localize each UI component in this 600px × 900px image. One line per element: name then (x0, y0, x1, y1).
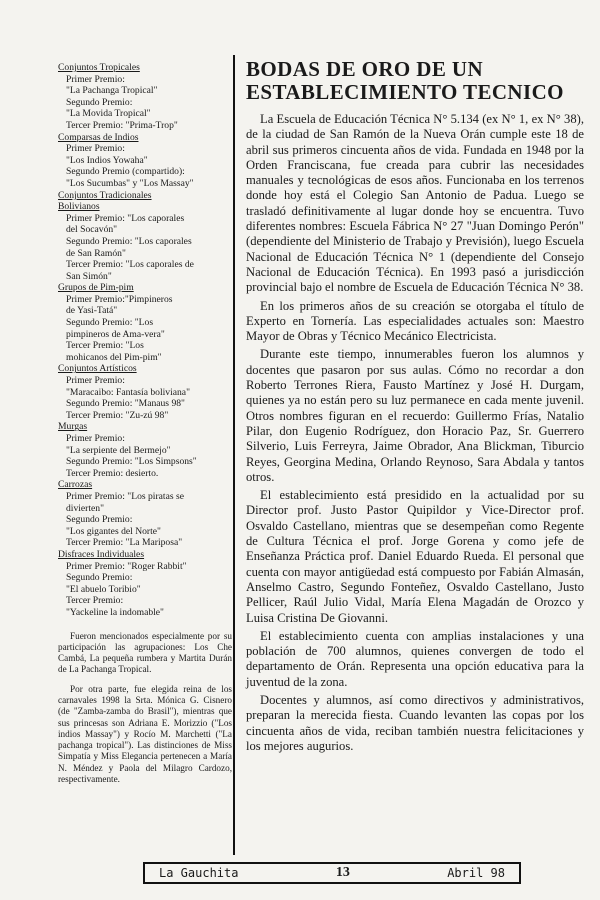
prize-line: "Los Indios Yowaha" (66, 154, 148, 166)
prize-line: "Los gigantes del Norte" (66, 525, 161, 537)
prize-line: divierten" (66, 502, 105, 514)
prize-line: Segundo Premio: "Los (66, 317, 154, 329)
publication-name: La Gauchita (159, 866, 239, 880)
category-heading: Conjuntos Artísticos (58, 363, 137, 375)
prize-line: Tercer Premio: "La Mariposa" (66, 537, 183, 549)
prize-line: Primer Premio: (66, 433, 125, 444)
prize-line: Primer Premio: (66, 375, 125, 387)
prize-line: Tercer Premio: (66, 595, 124, 607)
category-heading: Murgas (58, 421, 88, 433)
title-line-1: BODAS DE ORO DE UN (246, 57, 484, 81)
sidebar-paragraph-mentions: Fueron mencionados especialmente por su participación las agrupaciones: Los Che Cambá, La pequeña rumbera y Martita Durán de La Pachanga Tropical. (58, 630, 232, 675)
article-paragraph: En los primeros años de su creación se otorgaba el título de Experto en Tornería. Las especialidades actuales son: Maestro Mayor de Obras y Técnico Mecánico Electricista. (246, 298, 584, 344)
column-divider (233, 55, 235, 855)
article-paragraph: El establecimiento está presidido en la actualidad por su Director prof. Justo Pastor Quipildor y Vice-Director prof. Osvaldo Castellano, mientras que se desempeñan como Regente de Cultura Técnica el prof. Jorge Gorena y como jefe de Enseñanza Práctica prof. Daniel Eduardo Rueda. El personal que cuenta con mayor antigüedad está compuesto por Fabián Almasán, Anselmo Castro, Segundo Fonteñez, Osvaldo Castellano, Justo Pellicer, Raúl Julio Vidal, María Elena Magadán de Orozco y Luisa Cristina De Giovanni. (246, 488, 584, 625)
prize-line: Segundo Premio: (66, 514, 133, 526)
prize-line: "La Pachanga Tropical" (66, 85, 158, 97)
category-heading: Disfraces Individuales (58, 548, 145, 560)
page-footer (143, 862, 521, 884)
category-heading: Conjuntos Tradicionales (58, 189, 152, 201)
prize-line: Segundo Premio: "Manaus 98" (66, 398, 185, 410)
sidebar-column (58, 62, 232, 785)
sidebar-paragraph-queen: Por otra parte, fue elegida reina de los carnavales 1998 la Srta. Mónica G. Cisnero (de "Zamba-zamba do Brasil"), mientras que sus princesas son Adriana E. Morizzio ("Los indios Massay") y Rocío M. Marchetti ("La pachanga tropical"). Las distinciones de Miss Simpatía y Miss Elegancia pertenecen a María N. Méndez y Paola del Milagro Cardozo, respectivamente. (58, 683, 232, 785)
prize-line: pimpineros de Ama-vera" (66, 328, 165, 340)
page-number: 13 (335, 865, 350, 880)
article-body (246, 112, 584, 754)
category-heading: Carrozas (58, 479, 93, 491)
article-paragraph: El establecimiento cuenta con amplias instalaciones y una población de 700 alumnos, quienes convergen de todo el departamento de Orán. Representa una opción educativa para la juventud de la zona. (246, 628, 584, 689)
prize-line: Primer Premio: "Los piratas se (66, 490, 184, 502)
prize-line: "La serpiente del Bermejo" (66, 444, 171, 456)
prize-line: "Yackeline la indomable" (66, 606, 164, 618)
prize-line: Primer Premio: (66, 143, 125, 155)
prize-line: "Los Sucumbas" y "Los Massay" (66, 177, 194, 189)
prize-line: Primer Premio: "Los caporales (66, 212, 185, 224)
prize-line: Segundo Premio: (66, 572, 133, 584)
prize-line: Tercer Premio: "Zu-zú 98" (66, 409, 169, 421)
prize-line: mohicanos del Pim-pim" (66, 351, 162, 363)
prize-line: Tercer Premio: "Los (66, 340, 144, 352)
article-paragraph: Docentes y alumnos, así como directivos y administrativos, preparan la merecida fiesta. Cuando levanten las copas por los cincuenta años de vida, reciban también nuestra felicitaciones y los mejores augurios. (246, 692, 584, 753)
article-paragraph: La Escuela de Educación Técnica N° 5.134 (ex N° 1, ex N° 38), de la ciudad de San Ramón de la Nueva Orán cumple este 18 de abril sus primeros cincuenta años de vida. Fundada en 1948 por la Orden Franciscana, fue creada para cubrir las necesidades manuales y tecnológicas de esos años. Funcionaba en los terrenos donde hoy está el Colegio San Antonio de Padua. Luego se trasladó definitivamente al lugar donde hoy se encuentra. Tuvo diferentes nombres: Escuela Fábrica N° 27 "Juan Domingo Perón" (dependiente del Ministerio de Trabajo y Previsión), luego Escuela Nacional de Educación Técnica N° 1 (dependiente del Consejo Nacional de Educación Técnica). En 1993 pasó a jurisdicción provincial bajo el nombre de Escuela de Educación Técnica N° 38. (246, 112, 584, 295)
prize-line: Segundo Premio: (66, 96, 133, 108)
prize-list (58, 62, 232, 619)
prize-line: Segundo Premio (compartido): (66, 166, 185, 178)
prize-line: "La Movida Tropical" (66, 108, 151, 120)
title-line-2: ESTABLECIMIENTO TECNICO (246, 80, 564, 104)
prize-line: Primer Premio: "Roger Rabbit" (66, 560, 187, 572)
article-title (246, 58, 584, 104)
prize-line: San Simón" (66, 270, 112, 282)
prize-line: "El abuelo Toribio" (66, 583, 141, 595)
category-heading: Conjuntos Tropicales (58, 62, 140, 73)
prize-line: Primer Premio: (66, 73, 125, 85)
article (246, 58, 584, 757)
category-heading: Bolivianos (58, 201, 100, 213)
prize-line: de Yasi-Tatá" (66, 305, 118, 317)
prize-line: Tercer Premio: desierto. (66, 467, 159, 479)
category-heading: Comparsas de Indios (58, 131, 139, 143)
prize-line: Primer Premio:"Pimpineros (66, 293, 173, 305)
prize-line: Segundo Premio: "Los caporales (66, 235, 192, 247)
prize-line: Segundo Premio: "Los Simpsons" (66, 456, 197, 468)
prize-line: Tercer Premio: "Los caporales de (66, 259, 194, 271)
category-heading: Grupos de Pim-pim (58, 282, 134, 294)
prize-line: Tercer Premio: "Prima-Trop" (66, 119, 178, 131)
article-paragraph: Durante este tiempo, innumerables fueron los alumnos y docentes que pasaron por sus aulas. Cómo no recordar a don Roberto Terrones Riera, Fausto Martínez y José H. Durgam, quienes ya no están pero su luz permanece en cada mente juvenil. Otros nombres figuran en el recuerdo: Guillermo Frías, Natalio Pilar, don Eugenio Rodríguez, don Horacio Paz, Sr. Guerrero Silverio, Luis Ferreyra, Jaime Obrador, Ana Blickman, Tiburcio Reyes, Georgina Medina, Orlando Reynoso, Sara Abdala y tantos otros. (246, 347, 584, 484)
prize-line: de San Ramón" (66, 247, 126, 259)
prize-line: "Maracaibo: Fantasía boliviana" (66, 386, 190, 398)
issue-date: Abril 98 (447, 866, 505, 880)
prize-line: del Socavón" (66, 224, 118, 236)
